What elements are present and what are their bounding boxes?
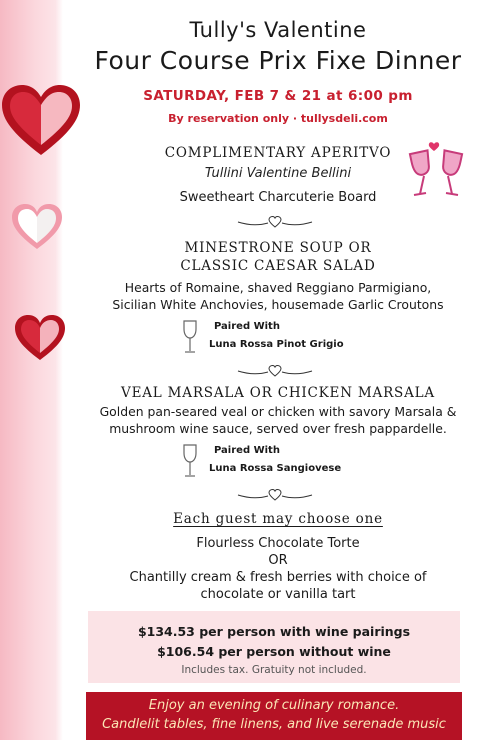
- course4-heading: [63, 511, 493, 527]
- dessert-option2-line2: chocolate or vanilla tart: [200, 587, 356, 602]
- course1-drink: Tullini Valentine Bellini: [204, 166, 352, 181]
- course3-desc-line1: Golden pan-seared veal or chicken with savory Marsala &: [99, 404, 457, 419]
- banner-line1: Enjoy an evening of culinary romance.: [148, 698, 400, 713]
- heart-divider-icon: [236, 364, 314, 378]
- pricing-box: [88, 611, 460, 683]
- heart-divider-icon: [236, 215, 314, 229]
- course2-heading-line2: CLASSIC CAESAR SALAD: [180, 258, 376, 274]
- course2-desc-line1: Hearts of Romaine, shaved Reggiano Parmigiano,: [124, 280, 432, 295]
- dessert-option2-line1: Chantilly cream & fresh berries with choice of: [129, 570, 427, 585]
- course1-heading: COMPLIMENTARY APERITVO: [164, 145, 392, 161]
- wine-glass-icon: [181, 443, 199, 479]
- course3-heading: VEAL MARSALA OR CHICKEN MARSALA: [121, 385, 435, 401]
- white-heart-icon: [12, 204, 62, 250]
- dessert-option1: Flourless Chocolate Torte: [196, 536, 360, 551]
- course3-wine: Luna Rossa Sangiovese: [209, 463, 342, 474]
- toasting-glasses-icon: [404, 138, 468, 202]
- price-note: Includes tax. Gratuity not included.: [181, 664, 367, 676]
- course3-desc-line2: mushroom wine sauce, served over fresh pappardelle.: [109, 421, 447, 436]
- wine-glass-icon: [181, 319, 199, 355]
- dessert-or: OR: [268, 553, 288, 568]
- price-with-wine: $134.53 per person with wine pairings: [137, 624, 411, 639]
- course1-board: Sweetheart Charcuterie Board: [179, 190, 377, 205]
- course2-desc-line2: Sicilian White Anchovies, housemade Garlic Croutons: [112, 297, 444, 312]
- course2-wine: Luna Rossa Pinot Grigio: [209, 339, 344, 350]
- course3-paired-label: Paired With: [214, 445, 280, 456]
- course2-paired-label: Paired With: [214, 321, 280, 332]
- course2-heading-line1: MINESTRONE SOUP OR: [184, 240, 372, 256]
- title-line1: Tully's Valentine: [189, 18, 367, 42]
- banner-line2: Candlelit tables, fine linens, and live serenade music: [102, 717, 446, 732]
- bottom-banner: [86, 692, 462, 740]
- course4-heading-text: Each guest may choose one: [173, 511, 383, 527]
- heart-divider-icon: [236, 488, 314, 502]
- event-date: SATURDAY, FEB 7 & 21 at 6:00 pm: [143, 88, 413, 104]
- red-heart-icon: [15, 315, 65, 361]
- price-without-wine: $106.54 per person without wine: [157, 644, 391, 659]
- title-line2: Four Course Prix Fixe Dinner: [94, 46, 462, 75]
- reservation-line[interactable]: By reservation only · tullysdeli.com: [168, 112, 388, 125]
